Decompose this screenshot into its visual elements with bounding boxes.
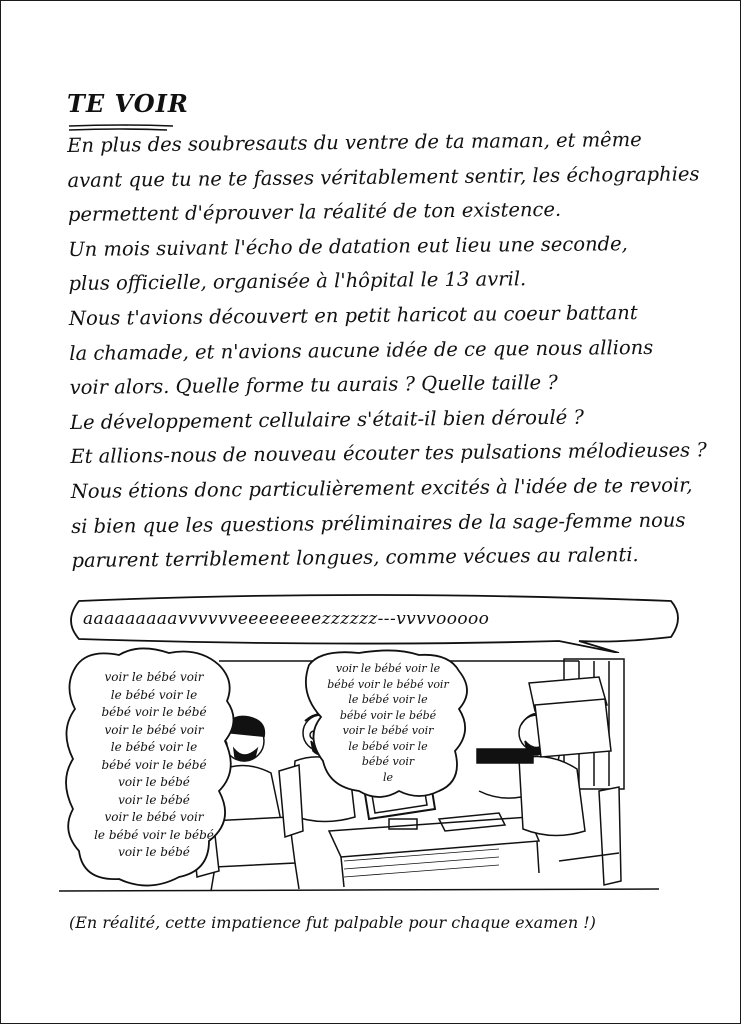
paragraph-line: si bien que les questions préliminaires de la sage-femme nous <box>71 508 686 538</box>
page-title: TE VOIR <box>67 89 189 118</box>
paragraph-line: Et allions-nous de nouveau écouter tes pulsations mélodieuses ? <box>70 438 707 469</box>
thought-bubble-left <box>79 669 229 862</box>
paragraph-line: voir alors. Quelle forme tu aurais ? Quelle taille ? <box>69 371 558 400</box>
bubble-line: le bébé voir le <box>110 687 198 702</box>
bubble-line: le bébé voir le <box>110 740 198 754</box>
bubble-line: voir le bébé voir <box>104 810 204 824</box>
bubble-line: voir le bébé <box>118 845 190 859</box>
narrative-paragraph <box>67 123 707 579</box>
thought-bubble-right <box>313 661 463 785</box>
bubble-line: bébé voir le bébé <box>101 705 207 719</box>
bubble-line: le <box>382 770 394 784</box>
paragraph-line: plus officielle, organisée à l'hôpital le 13 avril. <box>68 267 527 296</box>
paragraph-line: Nous t'avions découvert en petit haricot au coeur battant <box>68 301 638 330</box>
paragraph-line: Le développement cellulaire s'était-il bien déroulé ? <box>69 405 584 434</box>
bubble-line: voir le bébé voir <box>104 722 204 737</box>
bubble-line: bébé voir le bébé <box>101 757 207 772</box>
bubble-line: voir le bébé <box>118 792 190 807</box>
panel-caption: (En réalité, cette impatience fut palpable pour chaque examen !) <box>69 913 596 932</box>
paragraph-line: la chamade, et n'avions aucune idée de ce que nous allions <box>69 335 654 365</box>
bubble-line: voir le bébé <box>118 775 190 789</box>
bubble-line: bébé voir le bébé voir <box>327 677 449 691</box>
speech-balloon-text: aaaaaaaaavvvvvveeeeeeeezzzzzz---vvvvooooo <box>83 609 490 629</box>
paragraph-line: Nous étions donc particulièrement excités à l'idée de te revoir, <box>70 473 693 503</box>
bubble-line: bébé voir le bébé <box>339 708 437 722</box>
bubble-line: bébé voir <box>361 755 415 768</box>
paragraph-line: permettent d'éprouver la réalité de ton existence. <box>67 198 562 227</box>
bubble-line: le bébé voir le bébé <box>94 827 214 842</box>
bubble-line: le bébé voir le <box>348 739 428 753</box>
bubble-line: voir le bébé voir le <box>335 662 441 675</box>
bubble-line: voir le bébé voir <box>342 724 434 737</box>
paragraph-line: avant que tu ne te fasses véritablement sentir, les échographies <box>67 161 700 192</box>
paragraph-line: En plus des soubresauts du ventre de ta maman, et même <box>67 127 642 157</box>
paragraph-line: parurent terriblement longues, comme vécues au ralenti. <box>71 543 639 573</box>
paragraph-line: Un mois suivant l'écho de datation eut lieu une seconde, <box>68 231 628 261</box>
bubble-line: voir le bébé voir <box>104 670 204 684</box>
bubble-line: le bébé voir le <box>348 693 428 706</box>
